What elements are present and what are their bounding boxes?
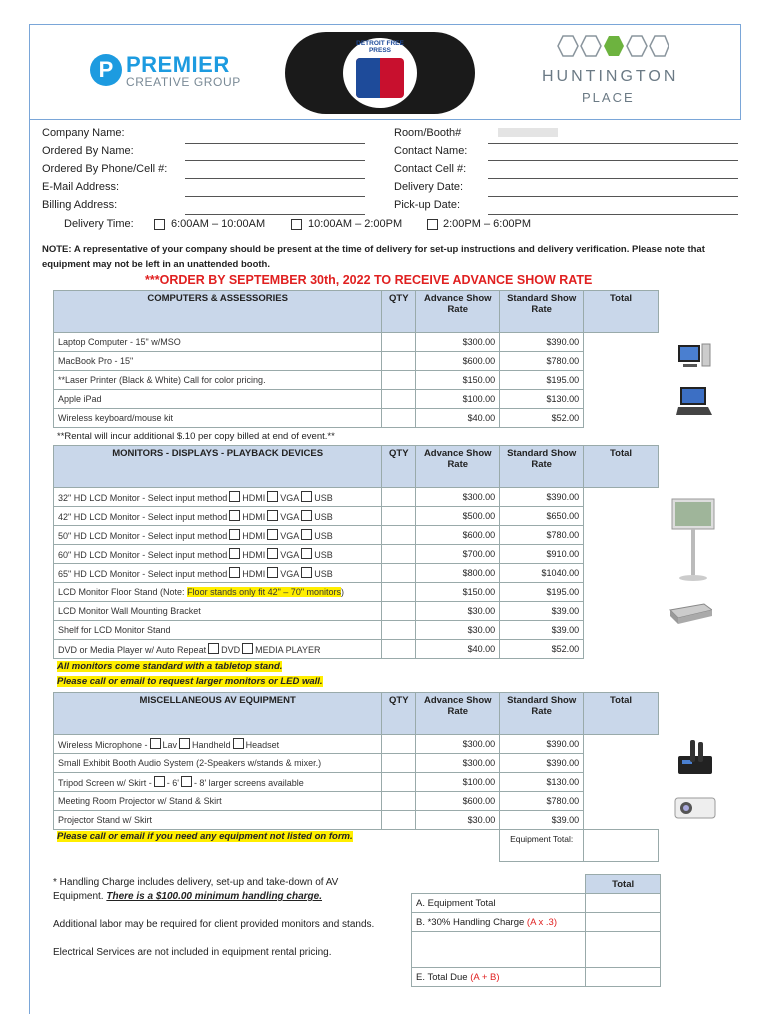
hdmi-label: HDMI	[242, 550, 266, 560]
company-name-field[interactable]	[185, 143, 365, 144]
billing-address-field[interactable]	[185, 214, 365, 215]
row-total	[584, 390, 659, 409]
usb-checkbox[interactable]	[301, 491, 312, 502]
premier-logo-icon: P	[90, 54, 122, 86]
totals-spacer	[412, 875, 586, 894]
table-row	[54, 583, 659, 602]
vga-label: VGA	[280, 493, 300, 503]
item-desc: Meeting Room Projector w/ Stand & Skirt	[54, 792, 382, 811]
row-total	[584, 735, 659, 754]
monitors-header: MONITORS - DISPLAYS - PLAYBACK DEVICES	[54, 446, 382, 488]
standard-price: $52.00	[500, 640, 584, 659]
qty-input[interactable]	[382, 507, 416, 526]
qty-input[interactable]	[382, 754, 416, 773]
stand-highlight: Floor stands only fit 42" – 70" monitors	[187, 587, 342, 597]
vga-checkbox[interactable]	[267, 510, 278, 521]
ordered-by-phone-field[interactable]	[185, 178, 365, 179]
table-row	[54, 773, 659, 792]
advance-price: $30.00	[416, 621, 500, 640]
hdmi-label: HDMI	[242, 531, 266, 541]
advance-price: $300.00	[416, 754, 500, 773]
lav-checkbox[interactable]	[150, 738, 161, 749]
qty-input[interactable]	[382, 640, 416, 659]
slot1-checkbox[interactable]	[154, 219, 165, 230]
headset-label: Headset	[245, 740, 280, 750]
six-foot-checkbox[interactable]	[154, 776, 165, 787]
pickup-date-label: Pick-up Date:	[394, 199, 461, 211]
standard-price: $780.00	[500, 352, 584, 371]
order-deadline: ***ORDER BY SEPTEMBER 30th, 2022 TO RECEIVE ADVANCE SHOW RATE	[145, 273, 593, 287]
equipment-total-value	[584, 830, 659, 862]
item-desc: Shelf for LCD Monitor Stand	[54, 621, 382, 640]
delivery-date-field[interactable]	[488, 196, 738, 197]
equipment-total-row: A. Equipment Total	[412, 894, 586, 913]
item-desc: LCD Monitor Wall Mounting Bracket	[54, 602, 382, 621]
usb-label: USB	[314, 512, 333, 522]
totals-header: Total	[586, 875, 661, 894]
advance-price: $600.00	[416, 792, 500, 811]
standard-price: $195.00	[500, 371, 584, 390]
standard-rate-header: Standard Show Rate	[500, 446, 584, 488]
monitor-label: 60" HD LCD Monitor - Select input method	[58, 550, 228, 560]
standard-price: $39.00	[500, 621, 584, 640]
slot3-label: 2:00PM – 6:00PM	[443, 218, 532, 230]
row-total	[584, 488, 659, 507]
monitor-label: 65" HD LCD Monitor - Select input method	[58, 569, 228, 579]
headset-checkbox[interactable]	[233, 738, 244, 749]
tripod-label: Tripod Screen w/ Skirt -	[58, 778, 152, 788]
usb-checkbox[interactable]	[301, 567, 312, 578]
usb-label: USB	[314, 493, 333, 503]
email-label: E-Mail Address:	[42, 181, 120, 193]
header-divider	[29, 119, 741, 120]
slot1-label: 6:00AM – 10:00AM	[171, 218, 266, 230]
handheld-checkbox[interactable]	[179, 738, 190, 749]
premier-logo-name: PREMIER	[126, 52, 230, 77]
item-desc: MacBook Pro - 15"	[54, 352, 382, 371]
advance-price: $40.00	[416, 640, 500, 659]
item-desc	[54, 773, 382, 792]
standard-rate-header: Standard Show Rate	[500, 291, 584, 333]
totals-gap-input	[586, 932, 661, 968]
delivery-date-label: Delivery Date:	[394, 181, 464, 193]
hdmi-label: HDMI	[242, 512, 266, 522]
usb-label: USB	[314, 550, 333, 560]
dvd-label: DVD or Media Player w/ Auto Repeat	[58, 645, 207, 655]
row-total	[584, 333, 659, 352]
table-row	[54, 371, 659, 390]
standard-price: $52.00	[500, 409, 584, 428]
page-border-left	[29, 24, 30, 1014]
row-total	[584, 583, 659, 602]
table-row	[54, 564, 659, 583]
qty-input[interactable]	[382, 602, 416, 621]
standard-price: $39.00	[500, 811, 584, 830]
standard-price: $130.00	[500, 390, 584, 409]
row-total	[584, 371, 659, 390]
handling-minimum: There is a $100.00 minimum handling charge.	[106, 891, 323, 902]
standard-price: $39.00	[500, 602, 584, 621]
total-due-formula: (A + B)	[470, 971, 500, 983]
vga-checkbox[interactable]	[267, 491, 278, 502]
item-desc	[54, 735, 382, 754]
table-row	[54, 792, 659, 811]
hdmi-checkbox[interactable]	[229, 510, 240, 521]
table-row	[54, 488, 659, 507]
qty-input[interactable]	[382, 792, 416, 811]
table-row	[54, 507, 659, 526]
monitor-warning-2: Please call or email to request larger monitors or LED wall.	[57, 676, 323, 687]
table-row	[54, 545, 659, 564]
qty-input[interactable]	[382, 564, 416, 583]
advance-price: $100.00	[416, 773, 500, 792]
row-total	[584, 754, 659, 773]
mic-label: Wireless Microphone -	[58, 740, 148, 750]
qty-header: QTY	[382, 446, 416, 488]
six-foot-label: - 6'	[166, 778, 179, 788]
standard-rate-header: Standard Show Rate	[500, 693, 584, 735]
standard-price: $910.00	[500, 545, 584, 564]
advance-price: $300.00	[416, 488, 500, 507]
qty-input[interactable]	[382, 811, 416, 830]
row-total	[584, 526, 659, 545]
qty-input[interactable]	[382, 583, 416, 602]
qty-header: QTY	[382, 693, 416, 735]
qty-input[interactable]	[382, 409, 416, 428]
hdmi-checkbox[interactable]	[229, 548, 240, 559]
qty-input[interactable]	[382, 488, 416, 507]
table-row	[54, 640, 659, 659]
company-name-label: Company Name:	[42, 127, 125, 139]
advance-rate-header: Advance Show Rate	[416, 291, 500, 333]
contact-name-label: Contact Name:	[394, 145, 468, 157]
total-due-input[interactable]	[586, 968, 661, 987]
advance-rate-header: Advance Show Rate	[416, 693, 500, 735]
qty-input[interactable]	[382, 390, 416, 409]
handling-charge-input[interactable]	[586, 913, 661, 932]
row-total	[584, 564, 659, 583]
slot2-label: 10:00AM – 2:00PM	[308, 218, 403, 230]
ordered-by-phone-label: Ordered By Phone/Cell #:	[42, 163, 168, 175]
item-desc: Small Exhibit Booth Audio System (2-Speakers w/stands & mixer.)	[54, 754, 382, 773]
monitor-warning-1: All monitors come standard with a tabletop stand.	[57, 661, 283, 672]
item-desc	[54, 507, 382, 526]
pickup-date-field[interactable]	[488, 214, 738, 215]
delivery-time-label: Delivery Time:	[64, 218, 134, 230]
huntington-logo-name: HUNTINGTON	[542, 68, 679, 85]
slot3-checkbox[interactable]	[427, 219, 438, 230]
qty-input[interactable]	[382, 773, 416, 792]
delivery-note: NOTE: A representative of your company should be present at the time of delivery for set-up instructions and delivery verification. Please note that equipment may not be left in an unattended booth.	[42, 244, 705, 270]
advance-price: $600.00	[416, 352, 500, 371]
item-desc: **Laser Printer (Black & White) Call for color pricing.	[54, 371, 382, 390]
vga-checkbox[interactable]	[267, 567, 278, 578]
dvd-player-icon	[668, 600, 712, 626]
vga-label: VGA	[280, 531, 300, 541]
computers-table	[53, 290, 659, 428]
standard-price: $390.00	[500, 488, 584, 507]
qty-input[interactable]	[382, 735, 416, 754]
item-desc: Apple iPad	[54, 390, 382, 409]
item-desc: Projector Stand w/ Skirt	[54, 811, 382, 830]
labor-note: Additional labor may be required for client provided monitors and stands.	[53, 919, 375, 930]
standard-price: $390.00	[500, 333, 584, 352]
qty-input[interactable]	[382, 352, 416, 371]
stand-label: LCD Monitor Floor Stand (Note:	[58, 587, 188, 597]
usb-label: USB	[314, 531, 333, 541]
total-header: Total	[584, 291, 659, 333]
totals-gap	[412, 932, 586, 968]
hdmi-checkbox[interactable]	[229, 491, 240, 502]
lav-label: Lav	[162, 740, 178, 750]
premier-logo-sub: CREATIVE GROUP	[126, 75, 241, 89]
row-total	[584, 640, 659, 659]
item-desc: Wireless keyboard/mouse kit	[54, 409, 382, 428]
monitors-table	[53, 445, 659, 659]
monitor-label: 50" HD LCD Monitor - Select input method	[58, 531, 228, 541]
advance-price: $150.00	[416, 583, 500, 602]
hdmi-label: HDMI	[242, 493, 266, 503]
totals-table	[411, 874, 661, 987]
total-header: Total	[584, 446, 659, 488]
huntington-logo-sub: PLACE	[582, 90, 635, 105]
standard-price: $780.00	[500, 792, 584, 811]
contact-cell-label: Contact Cell #:	[394, 163, 467, 175]
table-row	[54, 621, 659, 640]
item-desc	[54, 640, 382, 659]
monitor-floor-stand-icon	[670, 497, 716, 583]
standard-price: $390.00	[500, 754, 584, 773]
room-booth-value	[498, 128, 558, 137]
table-row	[54, 735, 659, 754]
advance-price: $30.00	[416, 811, 500, 830]
dvd-checkbox[interactable]	[208, 643, 219, 654]
item-desc	[54, 488, 382, 507]
page-border-right	[740, 24, 741, 119]
standard-price: $195.00	[500, 583, 584, 602]
advance-price: $300.00	[416, 735, 500, 754]
total-due-row: E. Total Due (A + B)	[412, 968, 586, 987]
misc-header: MISCELLANEOUS AV EQUIPMENT	[54, 693, 382, 735]
qty-input[interactable]	[382, 371, 416, 390]
row-total	[584, 409, 659, 428]
row-total	[584, 602, 659, 621]
ordered-by-name-label: Ordered By Name:	[42, 145, 134, 157]
advance-price: $40.00	[416, 409, 500, 428]
rental-note: **Rental will incur additional $.10 per copy billed at end of event.**	[57, 431, 335, 442]
eight-foot-label: - 8' larger screens available	[193, 778, 304, 788]
contact-cell-field[interactable]	[488, 178, 738, 179]
hdmi-checkbox[interactable]	[229, 567, 240, 578]
row-total	[584, 792, 659, 811]
ordered-by-name-field[interactable]	[185, 160, 365, 161]
usb-checkbox[interactable]	[301, 510, 312, 521]
row-total	[584, 507, 659, 526]
row-total	[584, 352, 659, 371]
media-player-checkbox[interactable]	[242, 643, 253, 654]
item-desc: Laptop Computer - 15" w/MSO	[54, 333, 382, 352]
item-desc	[54, 564, 382, 583]
advance-rate-header: Advance Show Rate	[416, 446, 500, 488]
handheld-label: Handheld	[192, 740, 231, 750]
equipment-total-label: Equipment Total:	[500, 830, 584, 862]
vga-checkbox[interactable]	[267, 529, 278, 540]
usb-checkbox[interactable]	[301, 529, 312, 540]
stand-label-end: )	[341, 587, 345, 597]
standard-price: $780.00	[500, 526, 584, 545]
monitor-label: 42" HD LCD Monitor - Select input method	[58, 512, 228, 522]
hdmi-checkbox[interactable]	[229, 529, 240, 540]
email-field[interactable]	[185, 196, 365, 197]
standard-price: $130.00	[500, 773, 584, 792]
standard-price: $1040.00	[500, 564, 584, 583]
table-row	[54, 409, 659, 428]
vga-label: VGA	[280, 569, 300, 579]
usb-checkbox[interactable]	[301, 548, 312, 559]
item-desc	[54, 583, 382, 602]
qty-input[interactable]	[382, 333, 416, 352]
computers-header: COMPUTERS & ASSESSORIES	[54, 291, 382, 333]
room-booth-field[interactable]	[488, 143, 738, 144]
misc-warning: Please call or email if you need any equipment not listed on form.	[57, 831, 353, 842]
misc-warn-spacer	[416, 830, 500, 862]
desktop-computer-icon	[677, 342, 711, 370]
table-row	[54, 333, 659, 352]
slot2-checkbox[interactable]	[291, 219, 302, 230]
row-total	[584, 545, 659, 564]
room-booth-label: Room/Booth#	[394, 127, 462, 139]
huntington-hexagon-icon	[553, 34, 669, 62]
contact-name-field[interactable]	[488, 160, 738, 161]
advance-price: $600.00	[416, 526, 500, 545]
media-player-label: MEDIA PLAYER	[255, 645, 321, 655]
qty-input[interactable]	[382, 621, 416, 640]
advance-price: $800.00	[416, 564, 500, 583]
advance-price: $150.00	[416, 371, 500, 390]
handling-line-1: * Handling Charge includes delivery, set-up and take-down of AV	[53, 877, 339, 888]
table-row	[54, 754, 659, 773]
total-header: Total	[584, 693, 659, 735]
billing-address-label: Billing Address:	[42, 199, 118, 211]
eight-foot-checkbox[interactable]	[181, 776, 192, 787]
advance-price: $100.00	[416, 390, 500, 409]
vga-label: VGA	[280, 550, 300, 560]
vga-label: VGA	[280, 512, 300, 522]
advance-price: $500.00	[416, 507, 500, 526]
row-total	[584, 773, 659, 792]
advance-price: $300.00	[416, 333, 500, 352]
page-border-top	[29, 24, 740, 25]
item-desc	[54, 545, 382, 564]
dfp-flag-blue	[356, 58, 380, 98]
usb-label: USB	[314, 569, 333, 579]
table-row	[54, 811, 659, 830]
monitor-label: 32" HD LCD Monitor - Select input method	[58, 493, 228, 503]
electrical-note: Electrical Services are not included in equipment rental pricing.	[53, 947, 332, 958]
row-total	[584, 621, 659, 640]
vga-checkbox[interactable]	[267, 548, 278, 559]
equipment-total-input[interactable]	[586, 894, 661, 913]
microphone-icon	[676, 738, 716, 784]
table-row	[54, 390, 659, 409]
standard-price: $390.00	[500, 735, 584, 754]
table-row	[54, 526, 659, 545]
advance-price: $700.00	[416, 545, 500, 564]
handling-charge-row: B. *30% Handling Charge (A x .3)	[412, 913, 586, 932]
advance-price: $30.00	[416, 602, 500, 621]
hdmi-label: HDMI	[242, 569, 266, 579]
row-total	[584, 811, 659, 830]
handling-formula: (A x .3)	[526, 916, 557, 928]
item-desc	[54, 526, 382, 545]
qty-header: QTY	[382, 291, 416, 333]
projector-icon	[673, 790, 717, 822]
standard-price: $650.00	[500, 507, 584, 526]
dfp-logo-text: DETROIT FREE PRESS	[356, 40, 404, 54]
qty-input[interactable]	[382, 545, 416, 564]
table-row	[54, 602, 659, 621]
handling-line-2: Equipment. There is a $100.00 minimum handling charge.	[53, 891, 323, 902]
laptop-icon	[676, 385, 712, 417]
dvd-option-label: DVD	[221, 645, 241, 655]
table-row	[54, 352, 659, 371]
misc-warn-spacer	[382, 830, 416, 862]
qty-input[interactable]	[382, 526, 416, 545]
